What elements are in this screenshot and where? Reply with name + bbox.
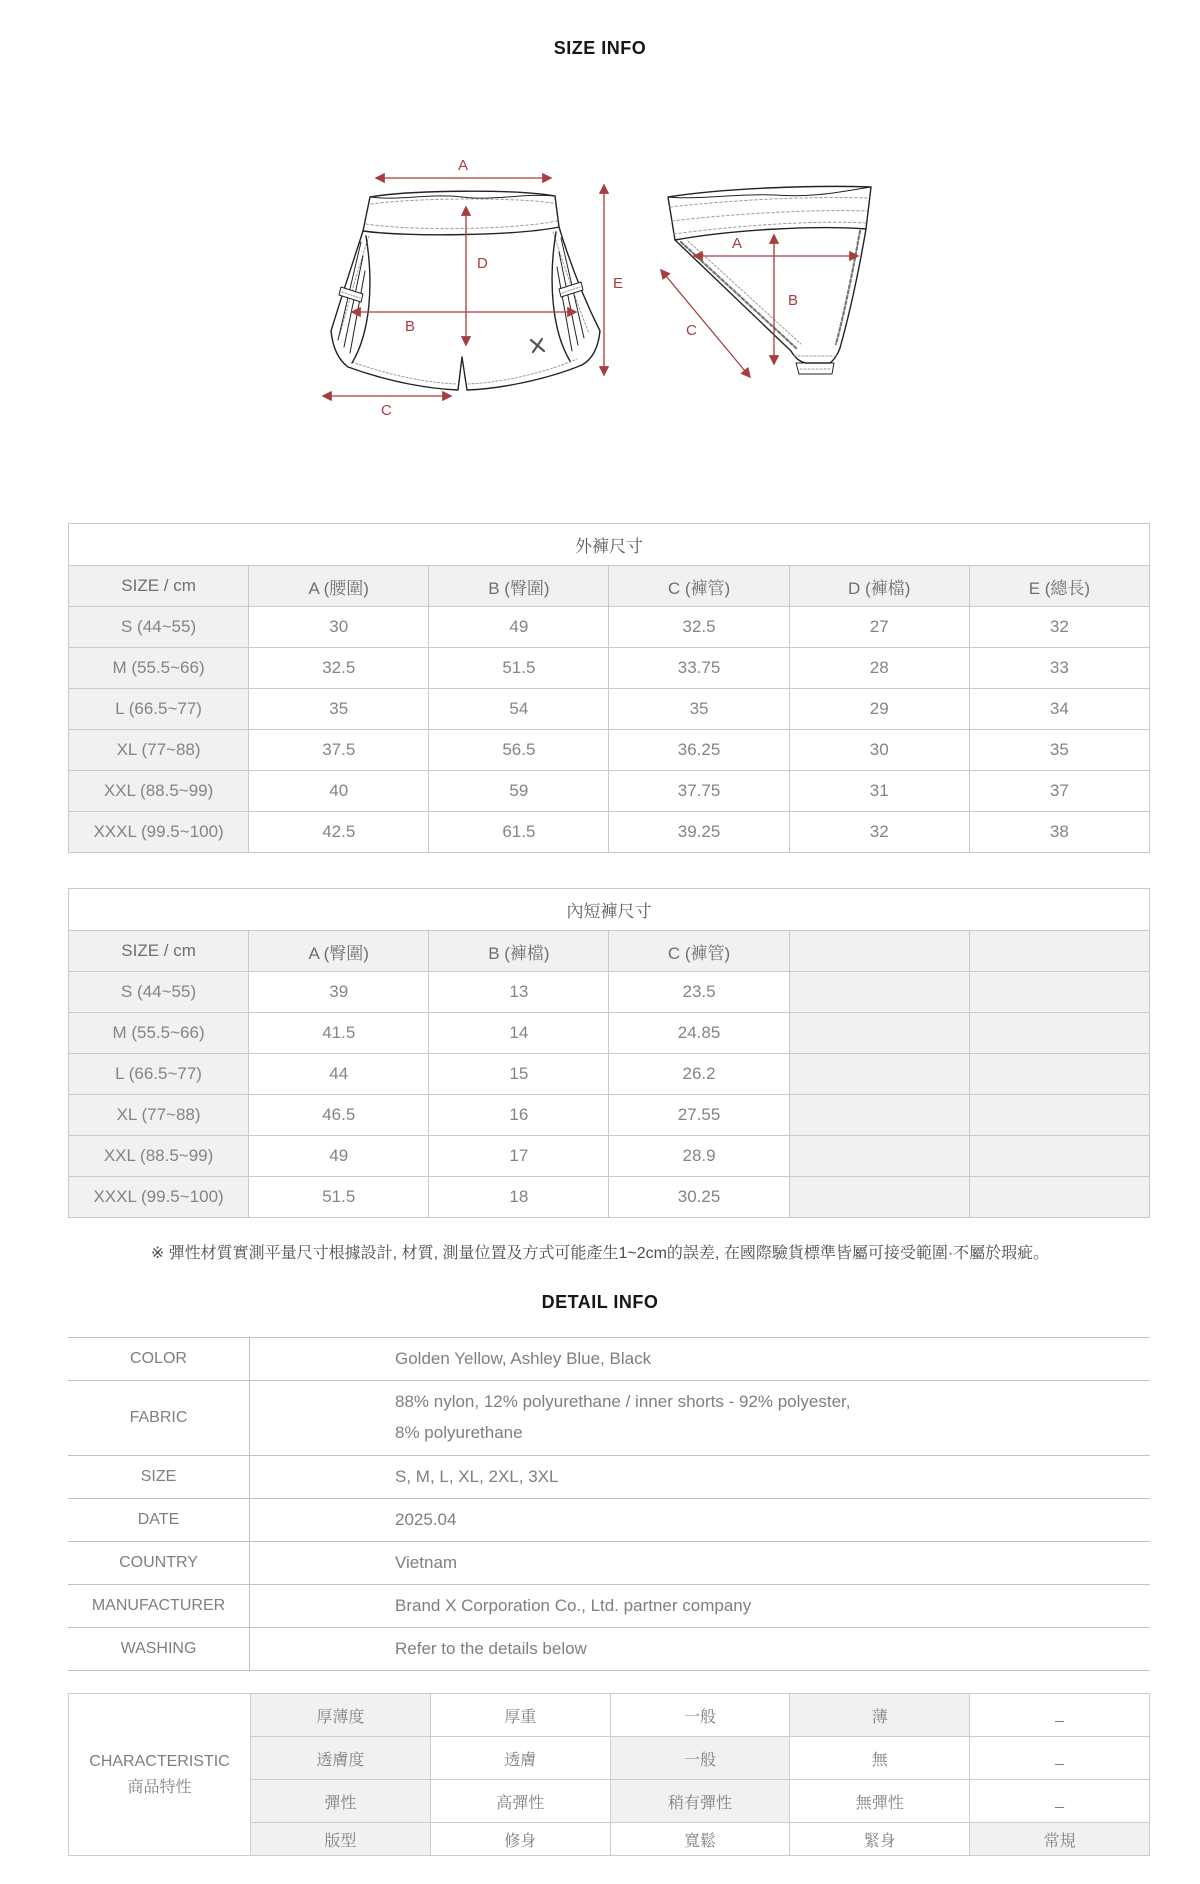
size-value-cell: 41.5 [249,1013,429,1054]
detail-row [68,1338,1150,1381]
outer-table-title: 外褲尺寸 [69,524,1150,566]
column-header: B (臀圍) [429,566,609,607]
row-size-label: XXXL (99.5~100) [69,1177,249,1218]
table-row [69,1013,1150,1054]
measure-label-a-outer: A [457,157,469,174]
table-title-row [69,889,1150,931]
size-value-cell: 46.5 [249,1095,429,1136]
size-value-cell: 28.9 [609,1136,789,1177]
characteristic-header-zh: 商品特性 [127,1778,192,1796]
characteristic-header-en: CHARACTERISTIC [89,1752,230,1770]
row-size-label: XXL (88.5~99) [69,1136,249,1177]
column-header: E (總長) [969,566,1149,607]
row-size-label: M (55.5~66) [69,648,249,689]
table-row [69,972,1150,1013]
characteristic-option: 無彈性 [790,1780,970,1823]
empty-cell [969,1177,1149,1218]
characteristic-label: 版型 [251,1823,431,1856]
inner-briefs-diagram [668,186,871,374]
size-value-cell: 56.5 [429,730,609,771]
table-row [69,1054,1150,1095]
size-value-cell: 32 [969,607,1149,648]
size-value-cell: 30.25 [609,1177,789,1218]
detail-value-text: Refer to the details below [395,1638,587,1658]
size-value-cell: 37 [969,771,1149,812]
characteristic-option: _ [970,1694,1150,1737]
size-value-cell: 49 [249,1136,429,1177]
table-row [69,1177,1150,1218]
empty-cell [789,972,969,1013]
characteristic-option: 一般 [610,1694,790,1737]
detail-value [250,1338,1151,1381]
table-row [69,1095,1150,1136]
detail-value-text: 88% nylon, 12% polyurethane / inner shorts - 92% polyester, 8% polyurethane [395,1392,851,1442]
detail-label: DATE [68,1499,250,1542]
size-value-cell: 31 [789,771,969,812]
size-value-cell: 34 [969,689,1149,730]
brand-logo-mark [531,339,544,352]
empty-cell [789,1095,969,1136]
detail-value-text: Brand X Corporation Co., Ltd. partner company [395,1595,752,1615]
row-size-label: L (66.5~77) [69,1054,249,1095]
size-value-cell: 35 [609,689,789,730]
size-value-cell: 49 [429,607,609,648]
size-value-cell: 51.5 [249,1177,429,1218]
tolerance-note: ※ 彈性材質實測平量尺寸根據設計, 材質, 測量位置及方式可能產生1~2cm的誤差, 在國際驗貨標準皆屬可接受範圍·不屬於瑕疵。 [150,1245,1050,1262]
detail-value-text: Golden Yellow, Ashley Blue, Black [395,1348,652,1368]
inner-shorts-size-table [68,888,1150,1218]
size-value-cell: 30 [789,730,969,771]
size-value-cell: 14 [429,1013,609,1054]
empty-cell [789,1177,969,1218]
inner-table-title: 內短褲尺寸 [69,889,1150,931]
table-row [69,812,1150,853]
characteristic-option-selected: 稍有彈性 [610,1780,790,1823]
row-size-label: L (66.5~77) [69,689,249,730]
detail-label: WASHING [68,1628,250,1671]
size-value-cell: 26.2 [609,1054,789,1095]
table-row [69,771,1150,812]
size-value-cell: 23.5 [609,972,789,1013]
characteristic-option: 寬鬆 [610,1823,790,1856]
characteristic-option-selected: 一般 [610,1737,790,1780]
characteristic-label: 透膚度 [251,1737,431,1780]
detail-label: FABRIC [68,1381,250,1456]
size-value-cell: 27 [789,607,969,648]
size-value-cell: 35 [969,730,1149,771]
detail-value [250,1381,1151,1456]
size-value-cell: 32 [789,812,969,853]
empty-cell [969,972,1149,1013]
row-size-label: M (55.5~66) [69,1013,249,1054]
size-value-cell: 16 [429,1095,609,1136]
measure-label-b-inner: B [788,292,799,309]
characteristic-label: 厚薄度 [251,1694,431,1737]
column-header: C (褲管) [609,931,789,972]
size-value-cell: 39 [249,972,429,1013]
size-value-cell: 18 [429,1177,609,1218]
characteristic-option-selected: 薄 [790,1694,970,1737]
row-size-label: XL (77~88) [69,1095,249,1136]
empty-cell [969,1136,1149,1177]
outer-shorts-size-table [68,523,1150,853]
table-header-row [69,566,1150,607]
column-header-empty [789,931,969,972]
measure-label-d-outer: D [477,255,488,272]
page-title: SIZE INFO [553,38,647,58]
detail-label: MANUFACTURER [68,1585,250,1628]
detail-row [68,1499,1150,1542]
table-row [69,689,1150,730]
table-row [69,648,1150,689]
characteristic-option: 厚重 [430,1694,610,1737]
size-value-cell: 33.75 [609,648,789,689]
characteristic-option: 高彈性 [430,1780,610,1823]
detail-label: SIZE [68,1456,250,1499]
column-header: D (褲檔) [789,566,969,607]
detail-value [250,1499,1151,1542]
size-value-cell: 61.5 [429,812,609,853]
characteristic-header-cell [69,1694,251,1856]
empty-cell [969,1054,1149,1095]
table-title-row [69,524,1150,566]
empty-cell [969,1095,1149,1136]
measure-label-b-outer: B [405,318,416,335]
size-value-cell: 35 [249,689,429,730]
characteristic-option: 修身 [430,1823,610,1856]
size-value-cell: 29 [789,689,969,730]
size-value-cell: 33 [969,648,1149,689]
detail-value-text: 2025.04 [395,1509,457,1529]
column-header: SIZE / cm [69,931,249,972]
size-value-cell: 27.55 [609,1095,789,1136]
measure-label-a-inner: A [731,235,743,252]
size-value-cell: 54 [429,689,609,730]
detail-value [250,1585,1151,1628]
characteristic-option-selected: 常規 [970,1823,1150,1856]
column-header: B (褲檔) [429,931,609,972]
row-size-label: S (44~55) [69,607,249,648]
measure-label-c-outer: C [381,402,392,419]
table-header-row [69,931,1150,972]
measurement-diagrams [0,90,1200,430]
size-value-cell: 28 [789,648,969,689]
size-value-cell: 40 [249,771,429,812]
detail-value-text: S, M, L, XL, 2XL, 3XL [395,1466,559,1486]
size-value-cell: 32.5 [249,648,429,689]
detail-value [250,1628,1151,1671]
size-value-cell: 24.85 [609,1013,789,1054]
detail-row [68,1628,1150,1671]
row-size-label: XXXL (99.5~100) [69,812,249,853]
size-value-cell: 32.5 [609,607,789,648]
characteristic-option: 緊身 [790,1823,970,1856]
size-value-cell: 42.5 [249,812,429,853]
table-row [69,730,1150,771]
size-value-cell: 36.25 [609,730,789,771]
column-header: C (褲管) [609,566,789,607]
detail-info-title: DETAIL INFO [541,1292,659,1312]
detail-row [68,1456,1150,1499]
detail-row [68,1381,1150,1456]
column-header: SIZE / cm [69,566,249,607]
column-header: A (臀圍) [249,931,429,972]
detail-info-table [68,1337,1150,1671]
column-header-empty [969,931,1149,972]
characteristic-option: 無 [790,1737,970,1780]
characteristic-row [69,1694,1150,1737]
size-value-cell: 51.5 [429,648,609,689]
detail-value [250,1542,1151,1585]
column-header: A (腰圍) [249,566,429,607]
size-value-cell: 59 [429,771,609,812]
size-value-cell: 13 [429,972,609,1013]
characteristic-label: 彈性 [251,1780,431,1823]
detail-label: COUNTRY [68,1542,250,1585]
diagram-svg [0,90,1200,430]
detail-row [68,1542,1150,1585]
detail-value-text: Vietnam [395,1552,458,1572]
row-size-label: XXL (88.5~99) [69,771,249,812]
size-value-cell: 44 [249,1054,429,1095]
table-row [69,607,1150,648]
empty-cell [789,1136,969,1177]
empty-cell [789,1013,969,1054]
detail-value [250,1456,1151,1499]
measure-label-c-inner: C [686,322,697,339]
size-value-cell: 37.5 [249,730,429,771]
empty-cell [969,1013,1149,1054]
size-value-cell: 17 [429,1136,609,1177]
characteristic-option: _ [970,1780,1150,1823]
measure-line-c-inner [661,270,750,377]
characteristic-option: 透膚 [430,1737,610,1780]
characteristic-option: _ [970,1737,1150,1780]
detail-row [68,1585,1150,1628]
table-row [69,1136,1150,1177]
size-value-cell: 15 [429,1054,609,1095]
empty-cell [789,1054,969,1095]
size-value-cell: 37.75 [609,771,789,812]
row-size-label: XL (77~88) [69,730,249,771]
size-value-cell: 39.25 [609,812,789,853]
size-value-cell: 38 [969,812,1149,853]
measure-label-e-outer: E [613,275,624,292]
row-size-label: S (44~55) [69,972,249,1013]
characteristic-table [68,1693,1150,1856]
detail-label: COLOR [68,1338,250,1381]
size-value-cell: 30 [249,607,429,648]
